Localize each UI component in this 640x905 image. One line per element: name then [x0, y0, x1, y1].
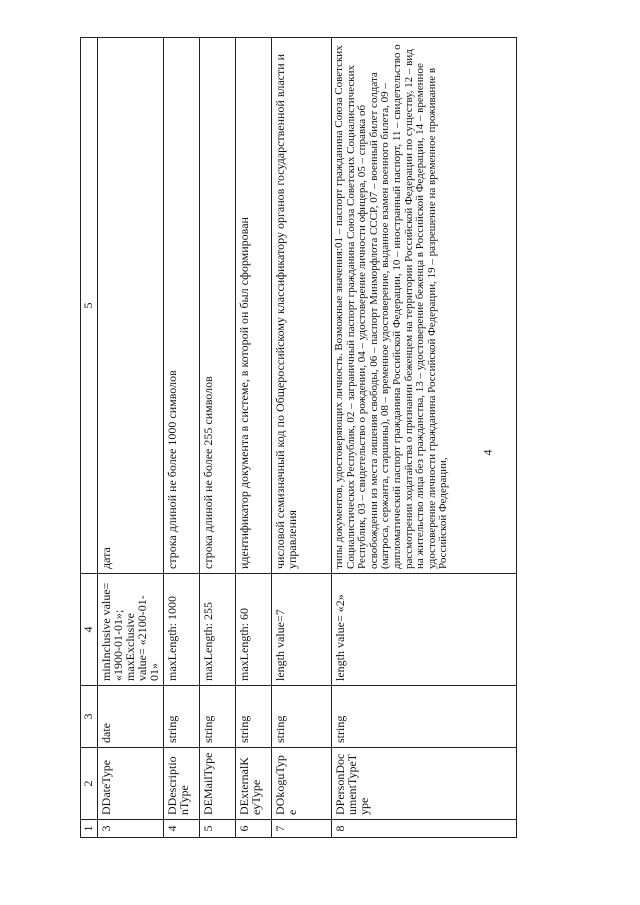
table-row: [164, 38, 200, 838]
header-col-2: 2: [81, 748, 98, 820]
data-types-table: [80, 37, 517, 838]
base-type: string: [164, 686, 200, 748]
row-number: 8: [332, 820, 517, 838]
header-col-3: 3: [81, 686, 98, 748]
description: дата: [98, 38, 164, 574]
restriction: maxLength: 60: [236, 574, 272, 686]
table-row: [200, 38, 236, 838]
description: типы документов, удостоверяющих личность. Возможные значения:01 – паспорт гражданина Союза Советских Социалистических Республик, 02 – заграничный паспорт гражданина Союза Советских Социалистических Республик, 03 – свидетельство о рождении, 04 – удостоверение личности офицера, 05 – справка об освобождении из места лишения свободы, 06 – паспорт Минморфлота СССР, 07 – военный билет солдата (матроса, сержанта, старшины), 08 – временное удостоверение, выданное взамен военного билета, 09 – дипломатический паспорт гражданина Российской Федерации, 10 – иностранный паспорт, 11 – свидетельство о рассмотрении ходатайства о признании беженцем на территории Российской Федерации по существу, 12 – вид на жительство лица без гражданства, 13 – удостоверение беженца в Российской Федерации, 14 – временное удостоверение личности гражданина Российской Федерации, 19 – разрешение на временное проживание в Российской Федерации,: [332, 38, 517, 574]
base-type: string: [332, 686, 517, 748]
restriction: length value=7: [272, 574, 332, 686]
description: числовой семизначный код по Общероссийскому классификатору органов государственной власти и управления: [272, 38, 332, 574]
header-row: [81, 38, 98, 838]
restriction: maxLength: 255: [200, 574, 236, 686]
table-row: [332, 38, 517, 838]
type-name: DExternalKeyType: [236, 748, 272, 820]
restriction: minInclusive value= «1900-01-01»; maxExclusive value= «2100-01-01»: [98, 574, 164, 686]
type-name: DEMailType: [200, 748, 236, 820]
table-row: [272, 38, 332, 838]
header-col-1: 1: [81, 820, 98, 838]
base-type: string: [272, 686, 332, 748]
table-row: [236, 38, 272, 838]
rotated-table-container: [80, 38, 560, 838]
page-number: 4: [480, 449, 495, 456]
base-type: string: [200, 686, 236, 748]
restriction: length value= «2»: [332, 574, 517, 686]
row-number: 7: [272, 820, 332, 838]
table-row: [98, 38, 164, 838]
description: строка длиной не более 255 символов: [200, 38, 236, 574]
row-number: 5: [200, 820, 236, 838]
row-number: 6: [236, 820, 272, 838]
base-type: date: [98, 686, 164, 748]
description: идентификатор документа в системе, в которой он был сформирован: [236, 38, 272, 574]
header-col-4: 4: [81, 574, 98, 686]
row-number: 3: [98, 820, 164, 838]
type-name: DPersonDocumentTypeType: [332, 748, 517, 820]
restriction: maxLength: 1000: [164, 574, 200, 686]
header-col-5: 5: [81, 38, 98, 574]
base-type: string: [236, 686, 272, 748]
type-name: DDateType: [98, 748, 164, 820]
description: строка длиной не более 1000 символов: [164, 38, 200, 574]
type-name: DDescriptionType: [164, 748, 200, 820]
row-number: 4: [164, 820, 200, 838]
type-name: DOkoguType: [272, 748, 332, 820]
